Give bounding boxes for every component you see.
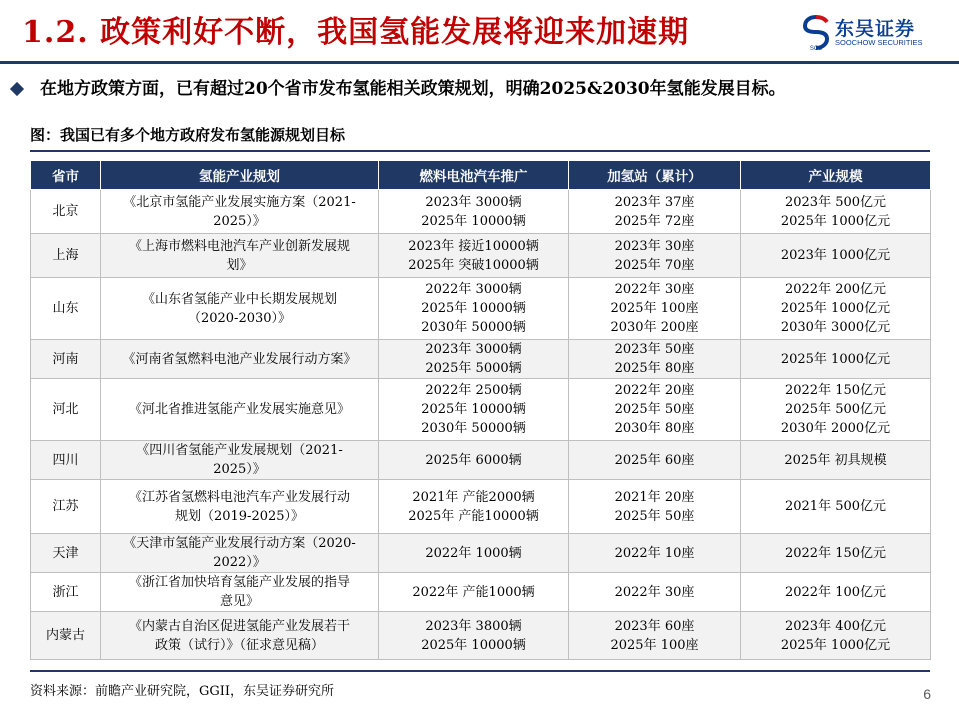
plan-line: 《北京市氢能产业发展实施方案（2021- <box>123 194 356 210</box>
stations-cell <box>569 340 741 379</box>
table-row <box>31 441 931 480</box>
vehicles-cell <box>379 234 569 278</box>
vehicles-line: 2023年 接近10000辆 <box>408 238 539 254</box>
scale-line: 2030年 3000亿元 <box>780 320 891 335</box>
vehicles-line: 2030年 50000辆 <box>421 320 526 335</box>
plan-cell <box>101 340 379 379</box>
table-row <box>31 573 931 612</box>
stations-cell <box>569 234 741 278</box>
stations-cell <box>569 534 741 573</box>
vehicles-cell <box>379 190 569 234</box>
table-row <box>31 480 931 534</box>
table-row <box>31 234 931 278</box>
table-row <box>31 190 931 234</box>
stations-cell <box>569 573 741 612</box>
scale-line: 2030年 2000亿元 <box>780 421 891 436</box>
vehicles-line: 2022年 2500辆 <box>425 383 522 398</box>
scale-line: 2023年 1000亿元 <box>780 248 891 263</box>
vehicles-line: 2022年 3000辆 <box>425 282 522 297</box>
scale-line: 2025年 1000亿元 <box>780 351 891 367</box>
vehicles-line: 2025年 10000辆 <box>421 637 526 653</box>
stations-line: 2030年 80座 <box>614 421 695 436</box>
plan-cell <box>101 278 379 340</box>
plan-line: 《江苏省氢燃料电池汽车产业发展行动 <box>128 489 350 505</box>
scale-line: 2022年 150亿元 <box>784 383 887 398</box>
plan-cell <box>101 190 379 234</box>
plan-cell <box>101 379 379 441</box>
diamond-bullet-icon <box>10 81 24 95</box>
header-stations: 加氢站（累计） <box>569 161 741 190</box>
scale-line: 2025年 1000亿元 <box>780 301 891 316</box>
vehicles-line: 2025年 突破10000辆 <box>408 257 539 273</box>
stations-line: 2025年 100座 <box>610 301 699 316</box>
scale-line: 2023年 500亿元 <box>784 194 887 210</box>
table-row <box>31 340 931 379</box>
stations-line: 2025年 72座 <box>614 213 695 229</box>
vehicles-cell <box>379 612 569 660</box>
plan-line: 意见》 <box>219 594 259 609</box>
plan-cell <box>101 234 379 278</box>
stations-line: 2025年 100座 <box>610 637 699 653</box>
company-logo <box>795 14 945 54</box>
stations-line: 2023年 37座 <box>614 194 695 210</box>
province-cell: 北京 <box>31 190 101 234</box>
stations-line: 2022年 30座 <box>614 584 695 600</box>
plan-line: 政策（试行）》（征求意见稿） <box>154 637 324 653</box>
stations-line: 2022年 30座 <box>614 282 695 297</box>
stations-line: 2030年 200座 <box>610 320 699 335</box>
scale-line: 2025年 1000亿元 <box>780 213 891 229</box>
scale-cell <box>741 480 931 534</box>
stations-cell <box>569 612 741 660</box>
plan-cell <box>101 480 379 534</box>
stations-line: 2025年 70座 <box>614 257 695 273</box>
stations-line: 2021年 20座 <box>614 489 695 505</box>
header-province: 省市 <box>31 161 101 190</box>
plan-line: 划》 <box>226 257 253 273</box>
plan-line: 《河南省氢燃料电池产业发展行动方案》 <box>122 351 357 367</box>
stations-line: 2025年 60座 <box>614 452 695 468</box>
table-row <box>31 278 931 340</box>
scale-line: 2023年 400亿元 <box>784 618 887 634</box>
scale-cell <box>741 534 931 573</box>
scale-cell <box>741 234 931 278</box>
vehicles-line: 2023年 3000辆 <box>425 194 522 210</box>
figure-caption: 图：我国已有多个地方政府发布氢能源规划目标 <box>30 126 346 144</box>
province-cell: 内蒙古 <box>31 612 101 660</box>
source-note: 资料来源：前瞻产业研究院，GGII，东吴证券研究所 <box>30 684 335 699</box>
province-cell: 四川 <box>31 441 101 480</box>
caption-divider <box>30 150 930 152</box>
vehicles-line: 2025年 6000辆 <box>425 452 522 468</box>
province-cell: 浙江 <box>31 573 101 612</box>
stations-line: 2023年 60座 <box>614 618 695 634</box>
vehicles-cell <box>379 573 569 612</box>
province-cell: 上海 <box>31 234 101 278</box>
logo-english-name: SOOCHOW SECURITIES <box>835 38 923 47</box>
table-row <box>31 379 931 441</box>
plan-line: 《四川省氢能产业发展规划（2021- <box>136 443 343 458</box>
vehicles-line: 2025年 10000辆 <box>421 301 526 316</box>
vehicles-cell <box>379 340 569 379</box>
vehicles-cell <box>379 278 569 340</box>
stations-line: 2025年 50座 <box>614 508 695 524</box>
plan-line: （2020-2030）》 <box>187 310 292 326</box>
scale-line: 2022年 200亿元 <box>784 282 887 297</box>
vehicles-line: 2023年 3000辆 <box>425 342 522 357</box>
table-row <box>31 534 931 573</box>
province-cell: 天津 <box>31 534 101 573</box>
province-cell: 河北 <box>31 379 101 441</box>
scale-line: 2025年 初具规模 <box>784 452 887 468</box>
scale-line: 2025年 1000亿元 <box>780 637 891 653</box>
vehicles-line: 2025年 产能10000辆 <box>408 508 539 524</box>
header-plan: 氢能产业规划 <box>101 161 379 190</box>
bullet-text: 在地方政策方面，已有超过20个省市发布氢能相关政策规划，明确2025&2030年氢能发展目标。 <box>40 79 786 99</box>
stations-cell <box>569 379 741 441</box>
vehicles-line: 2030年 50000辆 <box>421 421 526 436</box>
vehicles-cell <box>379 379 569 441</box>
scale-cell <box>741 379 931 441</box>
vehicles-line: 2021年 产能2000辆 <box>412 489 535 505</box>
scale-cell <box>741 190 931 234</box>
plan-line: 2025）》 <box>213 213 266 229</box>
vehicles-line: 2022年 产能1000辆 <box>412 584 535 600</box>
logo-mark-icon <box>801 15 831 51</box>
vehicles-line: 2025年 5000辆 <box>425 361 522 376</box>
header-divider <box>0 61 959 64</box>
scale-line: 2021年 500亿元 <box>784 499 887 514</box>
stations-cell <box>569 278 741 340</box>
hydrogen-policy-table <box>30 160 931 660</box>
stations-line: 2025年 80座 <box>614 361 695 376</box>
stations-line: 2023年 30座 <box>614 238 695 254</box>
stations-line: 2023年 50座 <box>614 342 695 357</box>
vehicles-cell <box>379 441 569 480</box>
bullet-point <box>10 76 786 102</box>
plan-cell <box>101 573 379 612</box>
plan-line: 《浙江省加快培育氢能产业发展的指导 <box>128 575 350 590</box>
scale-cell <box>741 612 931 660</box>
scale-cell <box>741 278 931 340</box>
logo-chinese-name: 东吴证券 <box>835 18 916 40</box>
plan-line: 2022）》 <box>213 555 266 570</box>
scale-cell <box>741 441 931 480</box>
stations-cell <box>569 190 741 234</box>
logo-mark-text: SCS <box>809 46 823 51</box>
plan-cell <box>101 534 379 573</box>
footer-divider <box>30 670 930 672</box>
scale-line: 2025年 500亿元 <box>784 402 887 417</box>
page-title: 1.2. 政策利好不断，我国氢能发展将迎来加速期 <box>22 15 690 50</box>
plan-line: 《河北省推进氢能产业发展实施意见》 <box>128 402 350 417</box>
plan-cell <box>101 612 379 660</box>
vehicles-line: 2025年 10000辆 <box>421 213 526 229</box>
plan-line: 规划（2019-2025）》 <box>174 508 305 524</box>
vehicles-line: 2023年 3800辆 <box>425 618 522 634</box>
vehicles-cell <box>379 480 569 534</box>
stations-line: 2022年 20座 <box>614 383 695 398</box>
page-number: 6 <box>923 686 931 702</box>
stations-cell <box>569 441 741 480</box>
plan-line: 《内蒙古自治区促进氢能产业发展若干 <box>128 618 350 634</box>
table-header-row <box>31 161 931 190</box>
plan-line: 《天津市氢能产业发展行动方案（2020- <box>123 536 356 551</box>
stations-line: 2025年 50座 <box>614 402 695 417</box>
province-cell: 江苏 <box>31 480 101 534</box>
scale-cell <box>741 340 931 379</box>
header-vehicles: 燃料电池汽车推广 <box>379 161 569 190</box>
plan-line: 《山东省氢能产业中长期发展规划 <box>141 291 337 307</box>
stations-cell <box>569 480 741 534</box>
table-row <box>31 612 931 660</box>
vehicles-line: 2022年 1000辆 <box>425 545 522 561</box>
scale-line: 2022年 100亿元 <box>784 584 887 600</box>
plan-cell <box>101 441 379 480</box>
scale-line: 2022年 150亿元 <box>784 545 887 561</box>
scale-cell <box>741 573 931 612</box>
province-cell: 河南 <box>31 340 101 379</box>
vehicles-cell <box>379 534 569 573</box>
plan-line: 《上海市燃料电池汽车产业创新发展规 <box>128 238 350 254</box>
vehicles-line: 2025年 10000辆 <box>421 402 526 417</box>
province-cell: 山东 <box>31 278 101 340</box>
plan-line: 2025）》 <box>213 462 266 477</box>
header-scale: 产业规模 <box>741 161 931 190</box>
stations-line: 2022年 10座 <box>614 545 695 561</box>
